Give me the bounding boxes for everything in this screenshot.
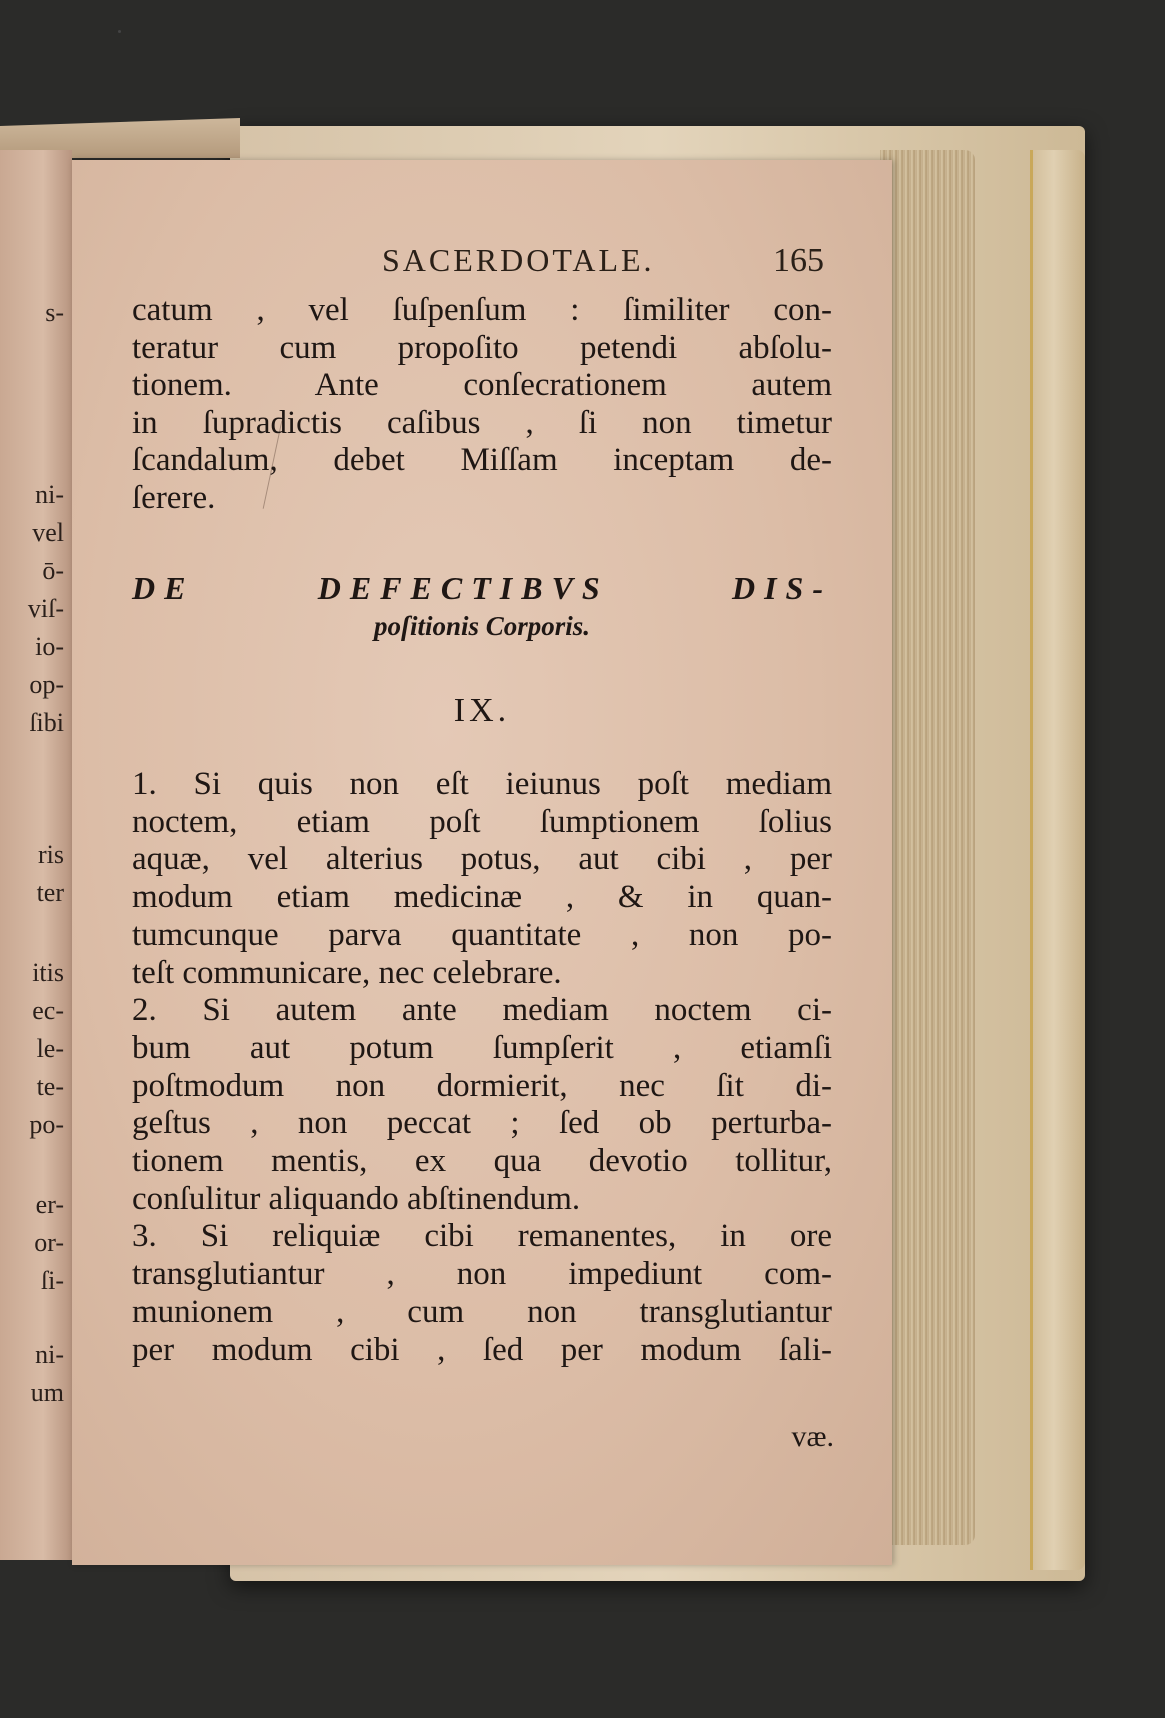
left-fragment: itis: [32, 958, 64, 987]
text-line: 1. Si quis non eſt ieiunus poſt mediam: [132, 766, 832, 802]
left-fragment: ni-: [35, 480, 64, 509]
left-fragment: te-: [36, 1072, 64, 1101]
text-line: geſtus , non peccat ; ſed ob perturba-: [132, 1105, 832, 1142]
left-fragment: ris: [38, 840, 64, 869]
left-fragment: op-: [29, 670, 64, 699]
left-fragment: ō-: [42, 556, 64, 585]
text-line: 3. Si reliquiæ cibi remanentes, in ore: [132, 1218, 832, 1255]
text-line: poſtmodum non dormierit, nec ſit di-: [132, 1067, 832, 1104]
left-fragment: io-: [35, 632, 64, 661]
text-line: teratur cum propoſito petendi abſolu-: [132, 329, 832, 366]
left-fragment: viſ-: [27, 594, 64, 623]
right-page: [72, 160, 892, 1565]
left-fragment: um: [30, 1378, 64, 1407]
text-line: per modum cibi , ſed per modum ſali-: [132, 1331, 832, 1368]
text-line: in ſupradictis caſibus , ſi non timetur: [132, 404, 832, 441]
page-block-edge: [880, 150, 975, 1545]
dust-speck: [118, 30, 121, 33]
left-fragment: po-: [29, 1110, 64, 1139]
section-heading-main: DE DEFECTIBVS DIS-: [132, 570, 832, 606]
left-fragment: ec-: [32, 996, 64, 1025]
text-line: conſulitur aliquando abſtinendum.: [132, 1180, 581, 1217]
running-head: [132, 242, 832, 282]
left-fragment: ter: [36, 878, 64, 907]
text-line: modum etiam medicinæ , & in quan-: [132, 879, 832, 916]
text-line: tionem mentis, ex qua devotio tollitur,: [132, 1143, 832, 1180]
cover-edge: [1030, 150, 1085, 1570]
text-line: transglutiantur , non impediunt com-: [132, 1256, 832, 1293]
left-fragment: or-: [34, 1228, 64, 1257]
chapter-number: IX.: [453, 692, 511, 729]
text-line: 2. Si autem ante mediam noctem ci-: [132, 992, 832, 1029]
section-heading-sub: poſitionis Corporis.: [373, 611, 591, 641]
section-heading: [132, 570, 832, 642]
text-line: teſt communicare, nec celebrare.: [132, 954, 562, 991]
text-line: munionem , cum non transglutiantur: [132, 1293, 832, 1330]
body-text: [132, 766, 832, 1369]
text-line: aquæ, vel alterius potus, aut cibi , per: [132, 841, 832, 878]
left-fragment: s-: [45, 298, 64, 327]
text-line: ſerere.: [132, 479, 216, 516]
running-title: SACERDOTALE.: [382, 242, 655, 278]
left-fragment: er-: [35, 1190, 64, 1219]
left-fragment: vel: [32, 518, 64, 547]
text-line: tumcunque parva quantitate , non po-: [132, 916, 832, 953]
page-number: 165: [773, 242, 824, 279]
left-fragment: le-: [36, 1034, 64, 1063]
text-line: tionem. Ante conſecrationem autem: [132, 367, 832, 403]
top-paragraph: [132, 292, 832, 517]
catchword: væ.: [791, 1420, 834, 1453]
left-fragment: ſibi: [29, 708, 64, 737]
text-line: ſcandalum, debet Miſſam inceptam de-: [132, 442, 832, 478]
left-fragment: ni-: [35, 1340, 64, 1369]
text-line: noctem, etiam poſt ſumptionem ſolius: [132, 803, 832, 840]
left-fragment: ſi-: [40, 1266, 64, 1295]
left-page: [0, 150, 72, 1560]
text-line: catum , vel ſuſpenſum : ſimiliter con-: [132, 292, 832, 328]
text-line: bum aut potum ſumpſerit , etiamſi: [132, 1029, 832, 1066]
